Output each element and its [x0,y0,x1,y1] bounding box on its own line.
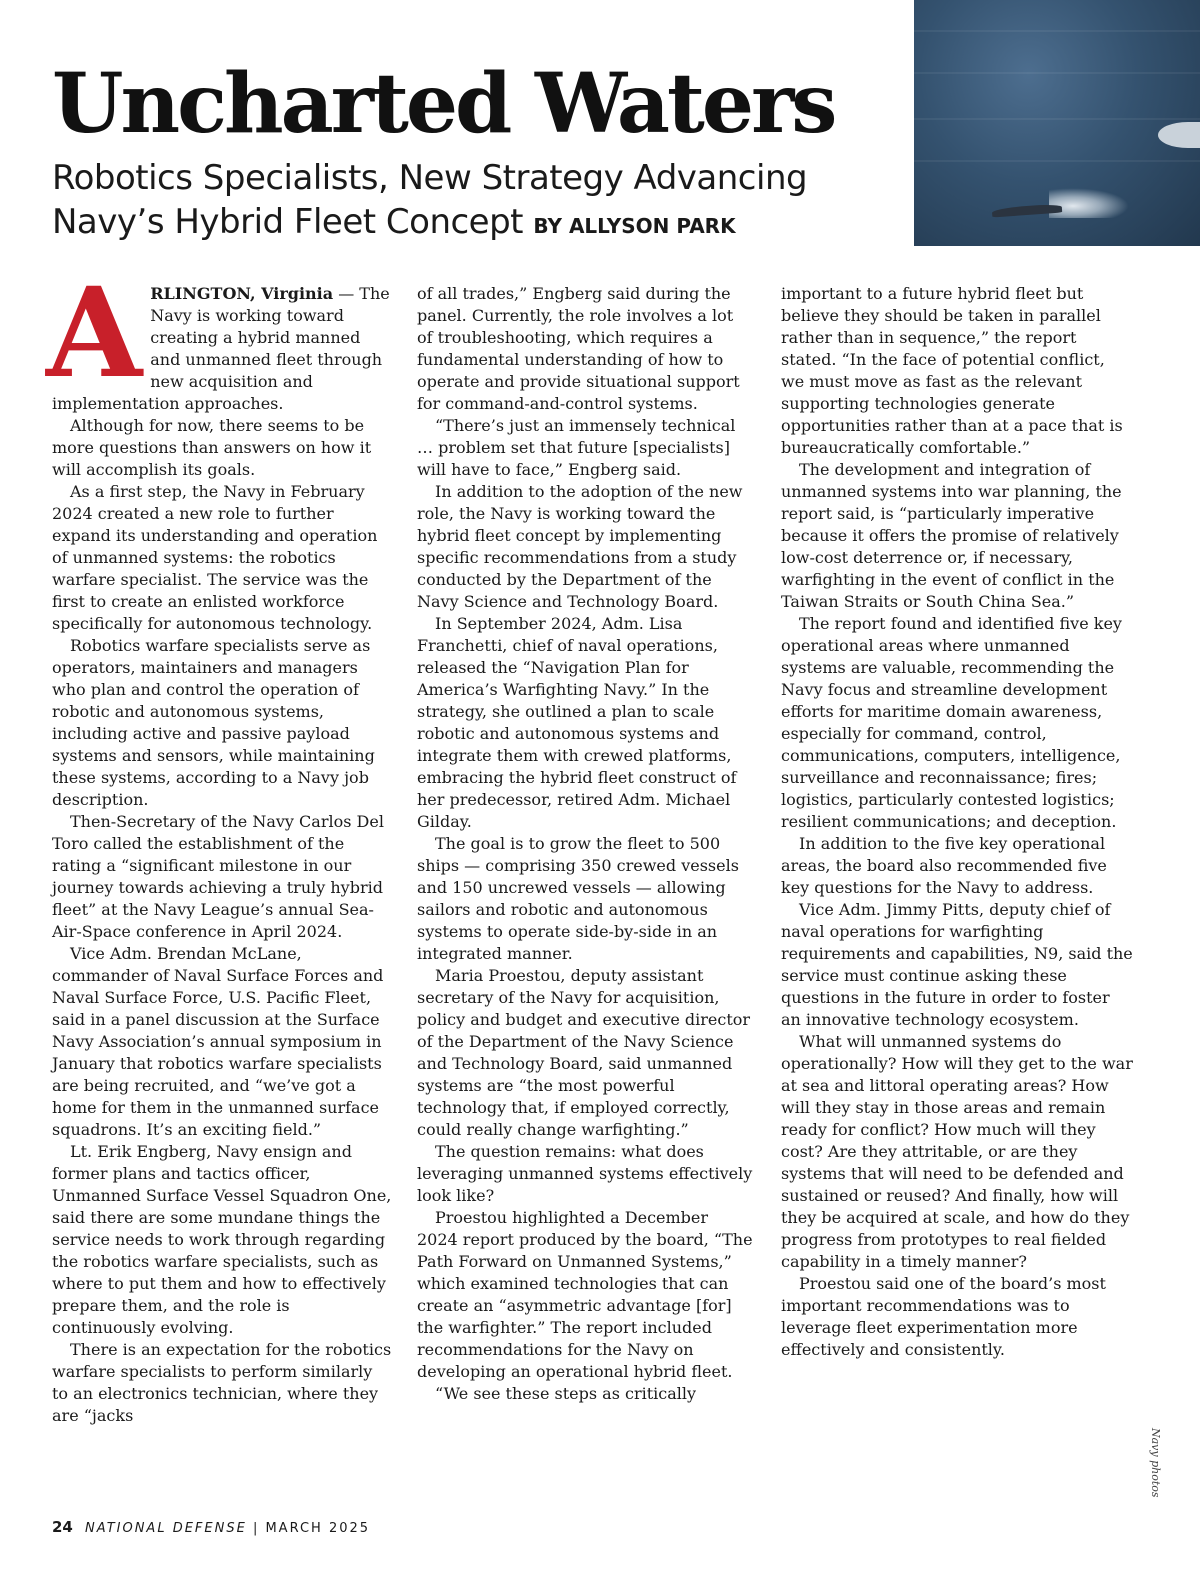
article-paragraph: There is an expectation for the robotics warfare specialists to perform similarly to an electronics technician, where they are “jacks [52,1340,392,1425]
lead-text: — The Navy is working toward creating a hybrid manned and unmanned fleet through new acquisition and implementation approaches. [52,284,390,413]
article-paragraph: In September 2024, Adm. Lisa Franchetti, chief of naval operations, released the “Navigation Plan for America’s Warfighting Navy.” In the strategy, she outlined a plan to scale robotic and autonomous systems and integrate them with crewed platforms, embracing the hybrid fleet construct of her predecessor, retired Adm. Michael Gilday. [417,614,737,831]
article-paragraph: The goal is to grow the fleet to 500 ships — comprising 350 crewed vessels and 150 uncrewed vessels — allowing sailors and robotic and autonomous systems to operate side-by-side in an integrated manner. [417,834,739,963]
publication-name: NATIONAL DEFENSE [85,1521,247,1536]
article-column-1 [46,261,392,1427]
article-paragraph: Although for now, there seems to be more questions than answers on how it will accomplish its goals. [52,416,372,479]
article-paragraph: Then-Secretary of the Navy Carlos Del Toro called the establishment of the rating a “significant milestone in our journey towards achieving a truly hybrid fleet” at the Navy League’s annual Sea-Air-Space conference in April 2024. [52,812,384,941]
photo-wave [914,118,1200,120]
article-paragraph: In addition to the adoption of the new role, the Navy is working toward the hybrid fleet concept by implementing specific recommendations from a study conducted by the Department of the Navy Science and Technology Board. [417,482,743,611]
photo-wave [914,30,1200,32]
byline: BY ALLYSON PARK [533,214,736,238]
article-paragraph: “There’s just an immensely technical … problem set that future [specialists] will have to face,” Engberg said. [417,416,736,479]
article-paragraph: Proestou highlighted a December 2024 report produced by the board, “The Path Forward on Unmanned Systems,” which examined technologies that can create an “asymmetric advantage [for] the warfighter.” The report included recommendations for the Navy on developing an operational hybrid fleet. [417,1208,753,1381]
article-paragraph: What will unmanned systems do operationally? How will they get to the war at sea and littoral operating areas? How will they stay in those areas and remain ready for conflict? How much will they cost? Are they attritable, or are they systems that will need to be defended and sustained or reused? And finally, how will they be acquired at scale, and how do they progress from prototypes to real fielded capability in a timely manner? [781,1032,1133,1271]
article-paragraph: Proestou said one of the board’s most important recommendations was to leverage fleet experimentation more effectively and consistently. [781,1274,1106,1359]
article-column-3 [781,283,1133,1361]
article-column-2 [417,283,753,1405]
photo-wave [914,72,1200,74]
article-paragraph: The report found and identified five key operational areas where unmanned systems are valuable, recommending the Navy focus and streamline development efforts for maritime domain awareness, especially for command, control, communications, computers, intelligence, surveillance and reconnaissance; fires; logistics, particularly contested logistics; resilient communications; and deception. [781,614,1122,831]
page-number: 24 [52,1518,73,1536]
article-paragraph: The development and integration of unmanned systems into war planning, the report said, is “particularly imperative because it offers the promise of relatively low-cost deterrence or, if necessary, warfighting in the event of conflict in the Taiwan Straits or South China Sea.” [781,460,1122,611]
article-paragraph: Vice Adm. Jimmy Pitts, deputy chief of naval operations for warfighting requirements and capabilities, N9, said the service must continue asking these questions in the future in order to foster an innovative technology ecosystem. [781,900,1133,1029]
article-paragraph: “We see these steps as critically [435,1384,697,1403]
dateline: RLINGTON, Virginia [150,284,334,303]
subhead-text: Robotics Specialists, New Strategy Advancing Navy’s Hybrid Fleet Concept [52,158,808,242]
photo-wave [914,160,1200,162]
subhead [52,156,912,248]
drop-cap: A [46,261,143,406]
article-paragraph: Maria Proestou, deputy assistant secretary of the Navy for acquisition, policy and budget and executive director of the Department of the Navy Science and Technology Board, said unmanned systems are “the most powerful technology that, if employed correctly, could really change warfighting.” [417,966,751,1139]
photo-spray [1049,188,1129,218]
photo-credit: Navy photos [1149,1428,1162,1498]
article-paragraph: As a first step, the Navy in February 2024 created a new role to further expand its understanding and operation of unmanned systems: the robotics warfare specialist. The service was the first to create an enlisted workforce specifically for autonomous technology. [52,482,378,633]
article-paragraph: In addition to the five key operational areas, the board also recommended five key questions for the Navy to address. [781,834,1107,897]
page-footer [52,1518,370,1536]
article-paragraph: Lt. Erik Engberg, Navy ensign and former plans and tactics officer, Unmanned Surface Vessel Squadron One, said there are some mundane things the service needs to work through regarding the robotics warfare specialists, such as where to put them and how to effectively prepare them, and the role is continuously evolving. [52,1142,392,1337]
article-paragraph: Robotics warfare specialists serve as operators, maintainers and managers who plan and control the operation of robotic and autonomous systems, including active and passive payload systems and sensors, while maintaining these systems, according to a Navy job description. [52,636,375,809]
hero-photo [914,0,1200,246]
headline: Uncharted Waters [52,56,835,152]
article-paragraph: of all trades,” Engberg said during the panel. Currently, the role involves a lot of troubleshooting, which requires a fundamental understanding of how to operate and provide situational support for command-and-control systems. [417,284,740,413]
article-paragraph: important to a future hybrid fleet but believe they should be taken in parallel rather than in sequence,” the report stated. “In the face of potential conflict, we must move as fast as the relevant supporting technologies generate opportunities rather than at a pace that is bureaucratically comfortable.” [781,284,1123,457]
photo-wing-shape [1158,122,1200,148]
article-paragraph: The question remains: what does leveraging unmanned systems effectively look like? [417,1142,753,1205]
footer-separator: | [252,1521,260,1536]
issue-date: MARCH 2025 [265,1521,371,1536]
article-paragraph: Vice Adm. Brendan McLane, commander of Naval Surface Forces and Naval Surface Force, U.S. Pacific Fleet, said in a panel discussion at the Surface Navy Association’s annual symposium in January that robotics warfare specialists are being recruited, and “we’ve got a home for them in the unmanned surface squadrons. It’s an exciting field.” [52,944,384,1139]
